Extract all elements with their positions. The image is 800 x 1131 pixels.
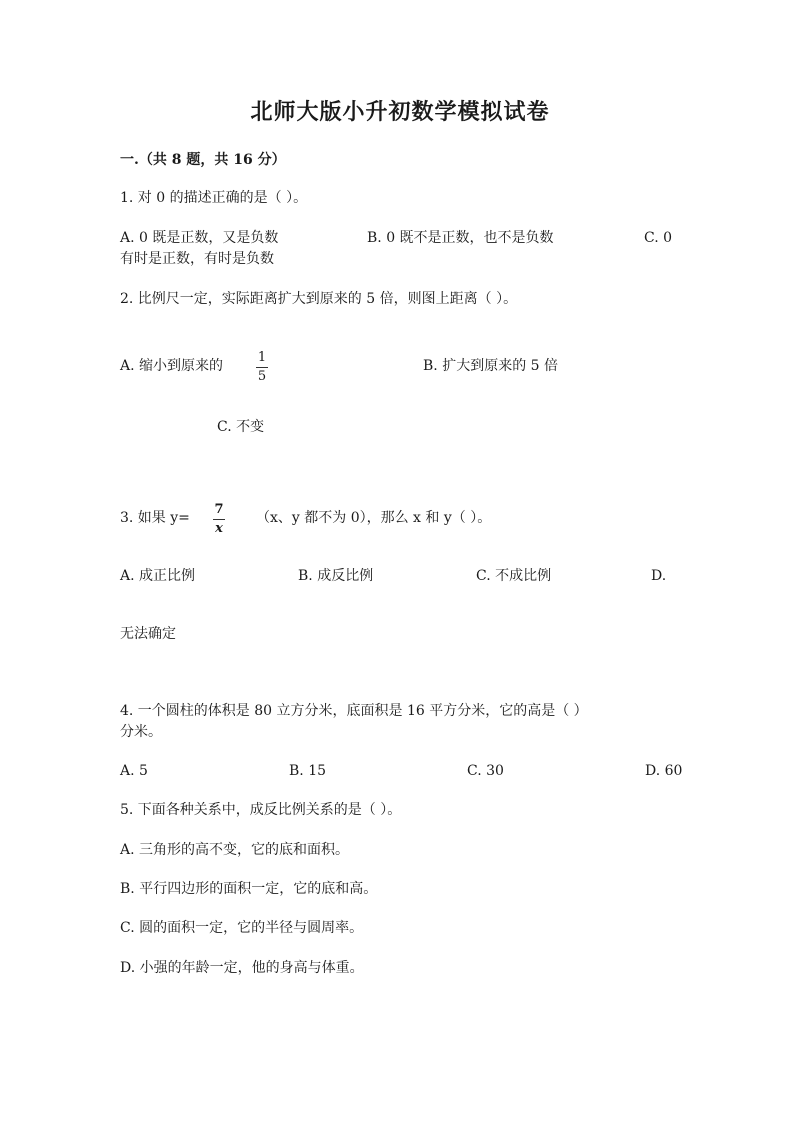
question-5-option-d: D. 小强的年龄一定，他的身高与体重。	[120, 960, 364, 976]
question-4-stem-continued: 分米。	[120, 724, 162, 740]
fraction-bar	[213, 519, 225, 520]
question-2-fraction	[256, 351, 268, 384]
question-5-stem: 5. 下面各种关系中，成反比例关系的是（ ）。	[120, 802, 402, 818]
question-3-option-d: D.	[651, 568, 667, 584]
question-1-option-a: A. 0 既是正数，又是负数	[120, 230, 279, 246]
question-4-option-c: C. 30	[467, 763, 504, 779]
fraction-numerator: 7	[214, 502, 224, 517]
question-1-option-c: C. 0	[644, 230, 673, 246]
question-3-option-a: A. 成正比例	[120, 568, 196, 584]
question-2-option-b: B. 扩大到原来的 5 倍	[423, 358, 558, 374]
fraction-bar	[256, 367, 268, 368]
question-3-fraction	[213, 503, 225, 536]
fraction-denominator: 5	[257, 369, 267, 384]
question-2-option-a: A. 缩小到原来的	[120, 358, 224, 374]
question-4-option-d: D. 60	[645, 763, 683, 779]
page-title: 北师大版小升初数学模拟试卷	[250, 99, 550, 125]
question-3-stem-prefix: 3. 如果 y=	[120, 510, 190, 526]
fraction-numerator: 1	[257, 350, 267, 365]
question-3-option-d-continued: 无法确定	[120, 626, 176, 642]
question-1-option-b: B. 0 既不是正数，也不是负数	[367, 230, 554, 246]
question-1-option-c-continued: 有时是正数，有时是负数	[120, 251, 274, 267]
question-3-option-c: C. 不成比例	[476, 568, 552, 584]
question-5-option-c: C. 圆的面积一定，它的半径与圆周率。	[120, 920, 364, 936]
question-2-stem: 2. 比例尺一定，实际距离扩大到原来的 5 倍，则图上距离（ ）。	[120, 291, 518, 307]
question-1-stem: 1. 对 0 的描述正确的是（ ）。	[120, 190, 308, 206]
question-4-stem: 4. 一个圆柱的体积是 80 立方分米，底面积是 16 平方分米，它的高是（ ）	[120, 703, 588, 719]
section-heading: 一.（共 8 题，共 16 分）	[120, 152, 286, 168]
question-3-option-b: B. 成反比例	[298, 568, 374, 584]
question-4-option-a: A. 5	[120, 763, 148, 779]
question-5-option-b: B. 平行四边形的面积一定，它的底和高。	[120, 881, 378, 897]
question-5-option-a: A. 三角形的高不变，它的底和面积。	[120, 842, 350, 858]
question-2-option-c: C. 不变	[217, 419, 265, 435]
fraction-denominator: x	[215, 521, 223, 536]
question-4-option-b: B. 15	[289, 763, 327, 779]
question-3-stem-suffix: （x、y 都不为 0），那么 x 和 y（ ）。	[256, 510, 492, 526]
